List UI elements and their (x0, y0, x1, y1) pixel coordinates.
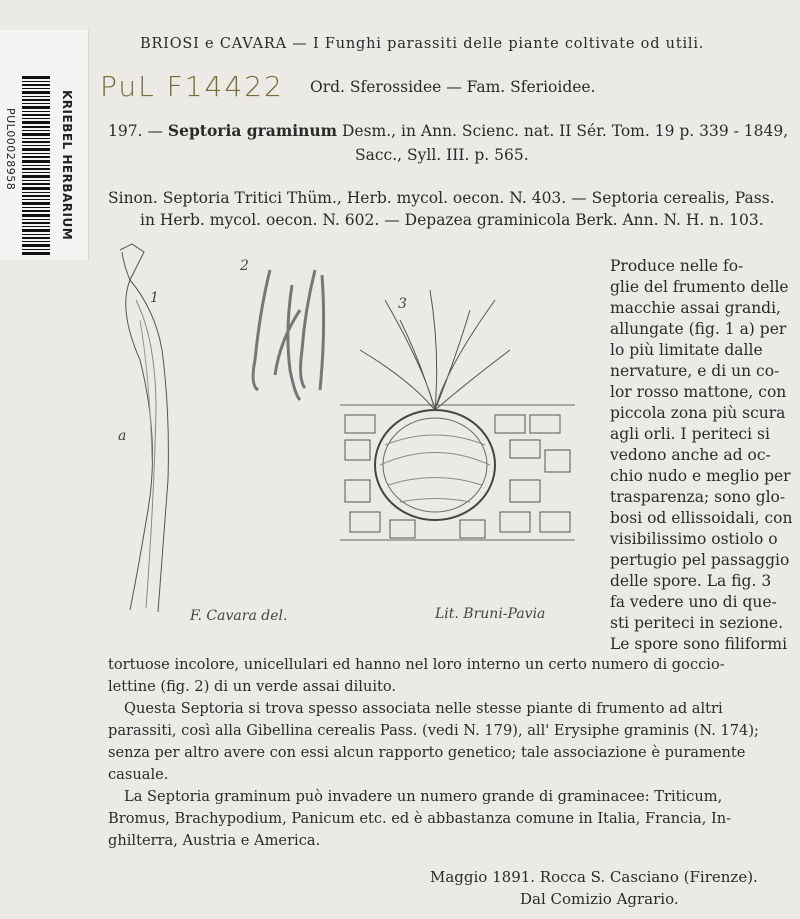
right-line: allungate (fig. 1 a) per (610, 320, 787, 338)
right-line: pertugio pel passaggio (610, 551, 790, 569)
barcode (22, 76, 50, 256)
body-line: La Septoria graminum può invadere un numero grande di graminacee: Triticum, (124, 788, 723, 805)
right-line: chio nudo e meglio per (610, 467, 791, 485)
right-line: glie del frumento delle (610, 278, 789, 296)
entry-citation: Sacc., Syll. III. p. 565. (355, 146, 529, 164)
right-line: agli orli. I periteci si (610, 425, 770, 443)
right-line: lor rosso mattone, con (610, 383, 787, 401)
date-place: Maggio 1891. Rocca S. Casciano (Firenze). (430, 868, 758, 886)
body-line: ghilterra, Austria e America. (108, 832, 321, 849)
body-line: tortuose incolore, unicellulari ed hanno nel loro interno un certo numero di goccio- (108, 656, 725, 673)
order-family-line: Ord. Sferossidee — Fam. Sferioidee. (310, 78, 596, 96)
right-line: nervature, e di un co- (610, 362, 780, 380)
synonyms-line-2: in Herb. mycol. oecon. N. 602. — Depazea graminicola Berk. Ann. N. H. n. 103. (140, 211, 764, 229)
right-line: sti periteci in sezione. (610, 614, 784, 632)
lithographer-signature: Lit. Bruni-Pavia (435, 606, 546, 622)
right-line: piccola zona più scura (610, 404, 786, 422)
body-line: senza per altro avere con essi alcun rapporto genetico; tale associazione è puramente (108, 744, 746, 761)
species-name: Septoria graminum (167, 121, 338, 140)
right-line: lo più limitate dalle (610, 341, 763, 359)
body-line: parassiti, così alla Gibellina cerealis Pass. (vedi N. 179), all' Erysiphe graminis (N. 174); (108, 722, 759, 739)
right-line: trasparenza; sono glo- (610, 488, 786, 506)
body-line: lettine (fig. 2) di un verde assai diluito. (108, 678, 397, 695)
handwritten-accession: PuL F14422 (100, 70, 284, 103)
right-line: fa vedere uno di que- (610, 593, 777, 611)
specimen-label-strip (0, 30, 89, 260)
synonyms-line-1: Sinon. Septoria Tritici Thüm., Herb. mycol. oecon. N. 403. — Septoria cerealis, Pass. (108, 189, 775, 207)
fig-label-3: 3 (398, 296, 407, 312)
right-line: Le spore sono filiformi (610, 635, 788, 653)
botanical-illustration (100, 240, 605, 635)
illustrator-signature: F. Cavara del. (190, 608, 288, 624)
right-line: macchie assai grandi, (610, 299, 781, 317)
catalog-number: PUL00028958 (4, 108, 17, 191)
right-line: delle spore. La fig. 3 (610, 572, 772, 590)
body-line: Bromus, Brachypodium, Panicum etc. ed è abbastanza comune in Italia, Francia, In- (108, 810, 732, 827)
right-line: visibilissimo ostiolo o (610, 530, 778, 548)
fig-label-1: 1 (150, 290, 159, 306)
right-line: Produce nelle fo- (610, 257, 744, 275)
right-line: bosi od ellissoidali, con (610, 509, 793, 527)
right-column-text (610, 256, 792, 655)
source-line: Dal Comizio Agrario. (520, 890, 679, 908)
fig-label-a: a (118, 428, 127, 444)
right-line: vedono anche ad oc- (610, 446, 771, 464)
body-line: casuale. (108, 766, 169, 783)
fig-label-2: 2 (240, 258, 249, 274)
body-line: Questa Septoria si trova spesso associata nelle stesse piante di frumento ad altri (124, 700, 723, 717)
series-header: BRIOSI e CAVARA — I Funghi parassiti delle piante coltivate od utili. (140, 36, 705, 52)
herbarium-name: KRIEBEL HERBARIUM (60, 90, 74, 241)
entry-line: 197. — Septoria graminum Desm., in Ann. Scienc. nat. II Sér. Tom. 19 p. 339 - 1849, (108, 121, 789, 140)
